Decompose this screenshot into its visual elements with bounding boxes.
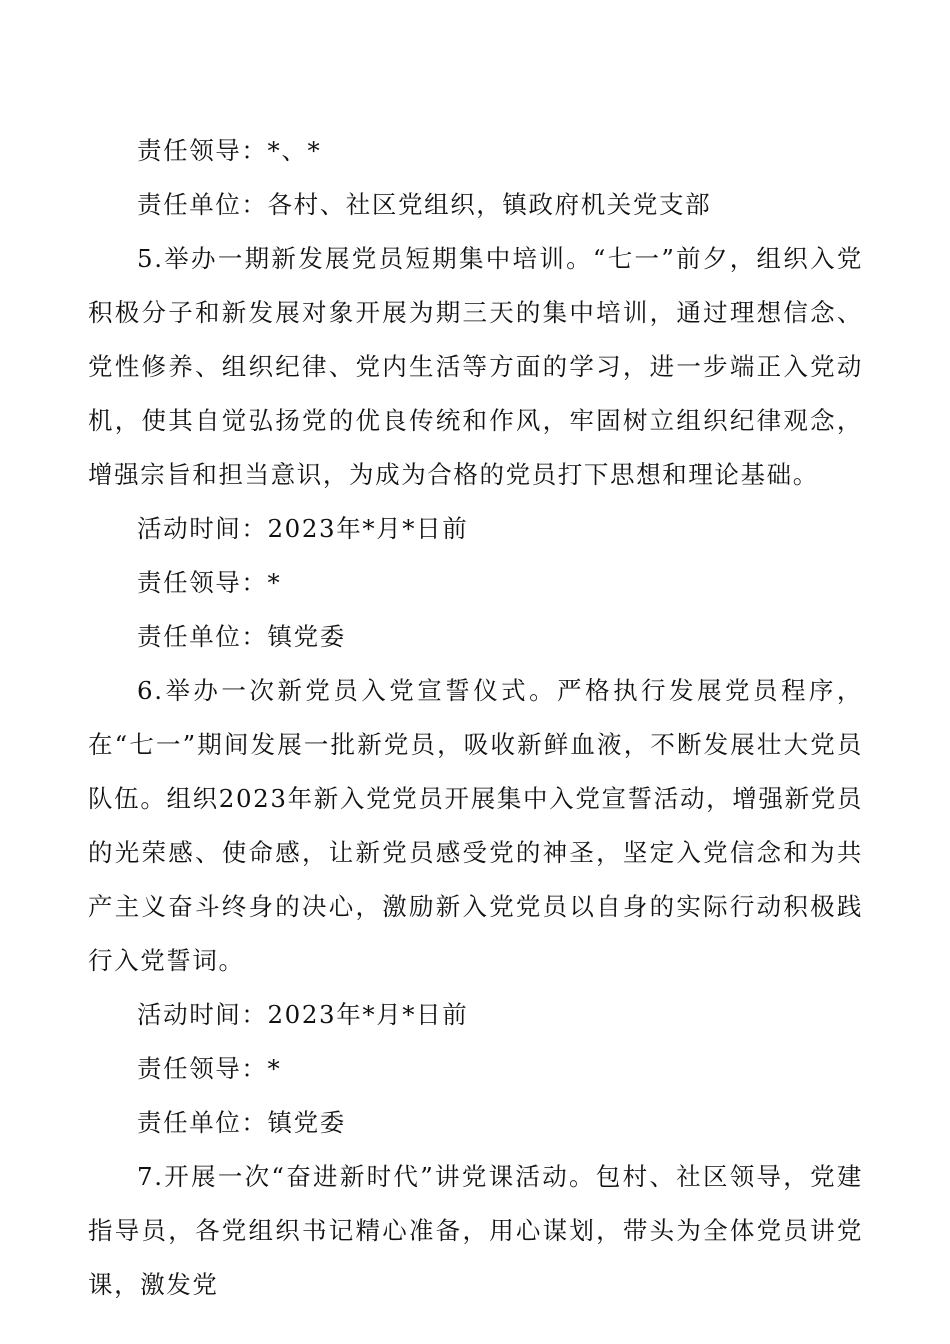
item-5-paragraph: 5.举办一期新发展党员短期集中培训。“七一”前夕，组织入党积极分子和新发展对象开展为期三天的集中培训，通过理想信念、党性修养、组织纪律、党内生活等方面的学习，进一步端正入党动机，使其自觉弘扬党的优良传统和作风，牢固树立组织纪律观念，增强宗旨和担当意识，为成为合格的党员打下思想和理论基础。 bbox=[88, 244, 863, 489]
item-6-paragraph: 6.举办一次新党员入党宣誓仪式。严格执行发展党员程序，在“七一”期间发展一批新党员，吸收新鲜血液，不断发展壮大党员队伍。组织2023年新入党党员开展集中入党宣誓活动，增强新党员的光荣感、使命感，让新党员感受党的神圣，坚定入党信念和为共产主义奋斗终身的决心，激励新入党党员以自身的实际行动积极践行入党誓词。 bbox=[88, 676, 863, 975]
responsible-leader-line: 责任领导：* bbox=[137, 568, 282, 597]
document-body bbox=[88, 124, 863, 1312]
activity-time-line: 活动时间：2023年*月*日前 bbox=[137, 514, 469, 543]
responsible-leader-line: 责任领导：* bbox=[137, 1054, 282, 1083]
responsible-unit-line: 责任单位：各村、社区党组织，镇政府机关党支部 bbox=[137, 190, 712, 219]
responsible-leader-line: 责任领导：*、* bbox=[137, 136, 322, 165]
item-7-paragraph: 7.开展一次“奋进新时代”讲党课活动。包村、社区领导，党建指导员，各党组织书记精心准备，用心谋划，带头为全体党员讲党课，激发党 bbox=[88, 1162, 863, 1299]
activity-time-line: 活动时间：2023年*月*日前 bbox=[137, 1000, 469, 1029]
responsible-unit-line: 责任单位：镇党委 bbox=[137, 1108, 346, 1137]
responsible-unit-line: 责任单位：镇党委 bbox=[137, 622, 346, 651]
